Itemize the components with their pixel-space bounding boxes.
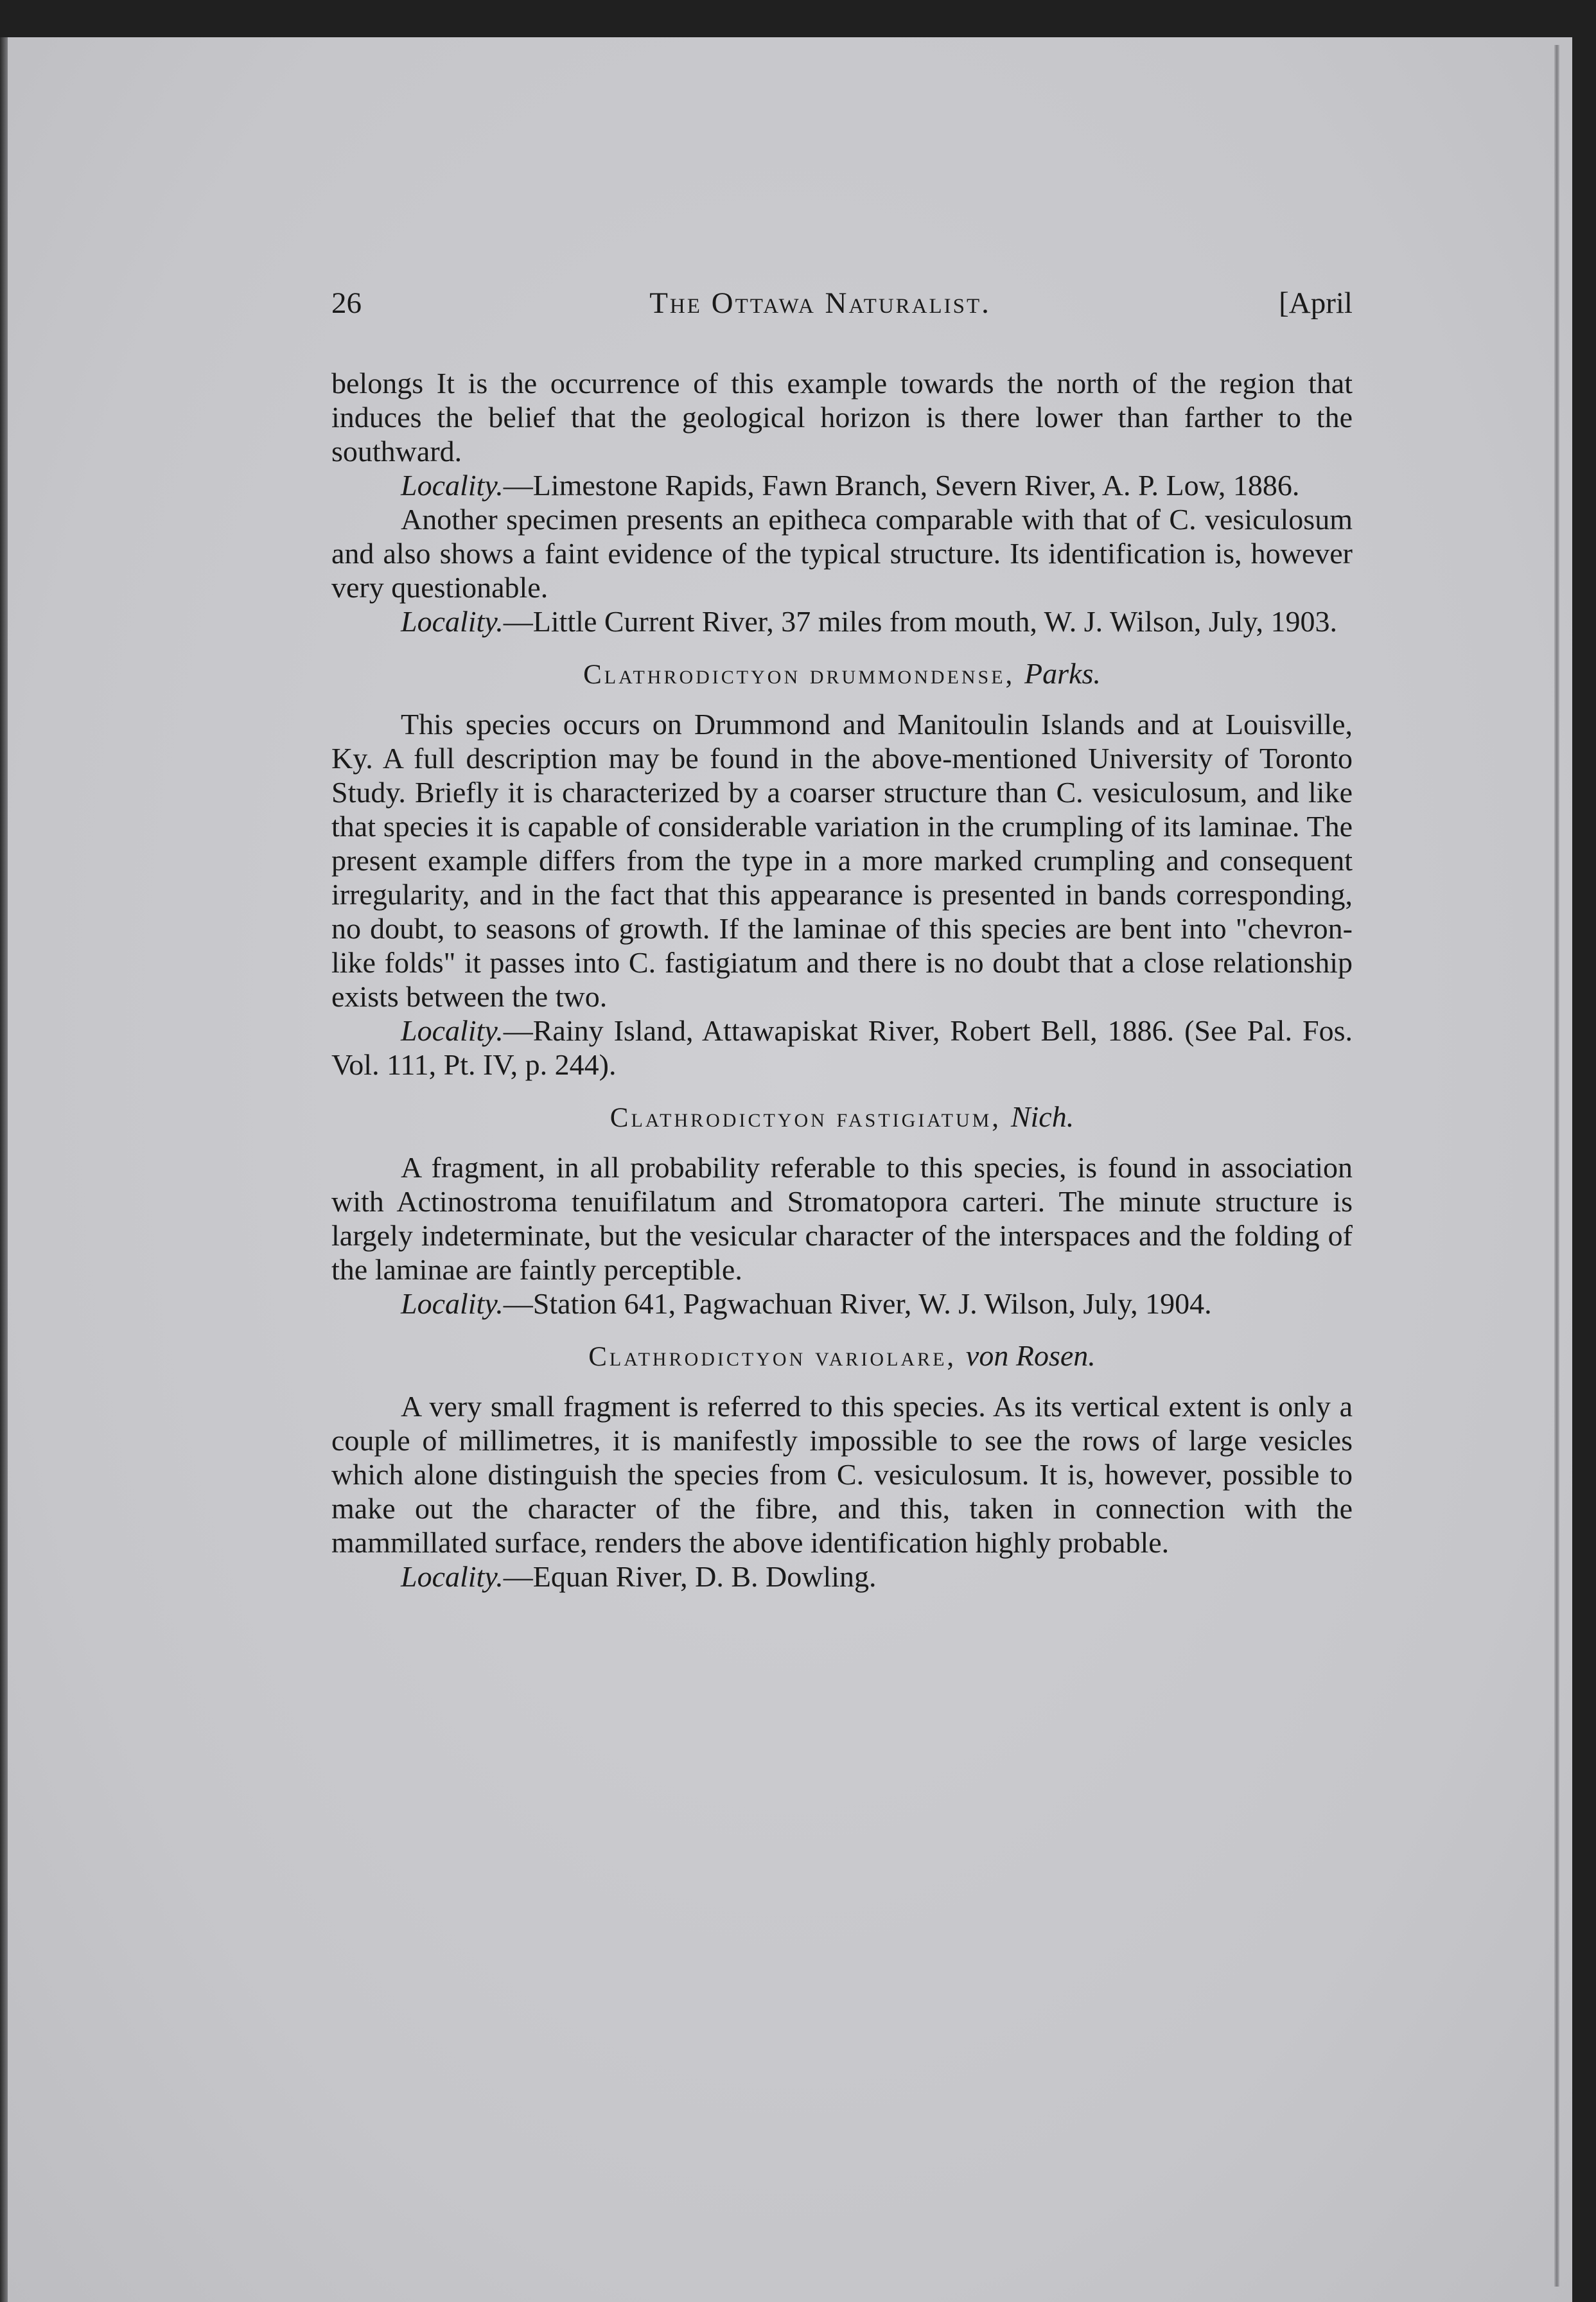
section-heading-fastigiatum (331, 1100, 1353, 1135)
paragraph-intro: belongs It is the occurrence of this example towards the north of the region that induces the belief that the geological horizon is there lower than farther to the southward. (331, 367, 1353, 468)
month-label: [April (1279, 286, 1353, 320)
locality-2 (331, 604, 1353, 638)
locality-text: —Limestone Rapids, Fawn Branch, Severn River, A. P. Low, 1886. (503, 469, 1300, 502)
locality-text: —Station 641, Pagwachuan River, W. J. Wilson, July, 1904. (503, 1287, 1212, 1320)
locality-label: Locality. (401, 1287, 504, 1320)
locality-drummondense (331, 1014, 1353, 1082)
page-text (331, 284, 1353, 1594)
paragraph-another-specimen: Another specimen presents an epitheca comparable with that of C. vesiculosum and also shows a faint evidence of the typical structure. Its identification is, however very questionable. (331, 503, 1353, 604)
section-heading-variolare (331, 1339, 1353, 1374)
locality-text: —Rainy Island, Attawapiskat River, Robert Bell, 1886. (See Pal. Fos. Vol. 111, Pt. IV, p. 244). (331, 1014, 1353, 1081)
locality-text: —Equan River, D. B. Dowling. (503, 1560, 877, 1593)
species-name: Clathrodictyon variolare, (588, 1342, 957, 1372)
locality-label: Locality. (401, 1560, 504, 1593)
section-body-drummondense: This species occurs on Drummond and Manitoulin Islands and at Louisville, Ky. A full description may be found in the above-mentioned University of Toronto Study. Briefly it is characterized by a coarser structure than C. vesiculosum, and like that species it is capable of considerable variation in the crumpling of its laminae. The present example differs from the type in a more marked crumpling and consequent irregularity, and in the fact that this appearance is presented in bands corresponding, no doubt, to seasons of growth. If the laminae of this species are bent into "chevron-like folds" it passes into C. fastigiatum and there is no doubt that a close relationship exists between the two. (331, 708, 1353, 1013)
section-body-fastigiatum: A fragment, in all probability referable to this species, is found in association with Actinostroma tenuifilatum and Stromatopora carteri. The minute structure is largely indeterminate, but the vesicular character of the interspaces and the folding of the laminae are faintly perceptible. (331, 1151, 1353, 1286)
species-author: Nich. (1010, 1100, 1074, 1133)
locality-1 (331, 468, 1353, 502)
locality-text: —Little Current River, 37 miles from mouth, W. J. Wilson, July, 1903. (503, 605, 1338, 638)
section-body-variolare: A very small fragment is referred to this species. As its vertical extent is only a couple of millimetres, it is manifestly impossible to see the rows of large vesicles which alone distinguish the species from C. vesiculosum. It is, however, possible to make out the character of the fibre, and this, taken in connection with the mammillated surface, renders the above identification highly probable. (331, 1390, 1353, 1559)
running-header (331, 284, 1353, 322)
species-author: Parks. (1024, 657, 1101, 690)
species-name: Clathrodictyon fastigiatum, (609, 1103, 1002, 1133)
section-heading-drummondense (331, 656, 1353, 692)
locality-label: Locality. (401, 469, 504, 502)
species-name: Clathrodictyon drummondense, (583, 660, 1015, 690)
locality-fastigiatum (331, 1287, 1353, 1321)
locality-variolare (331, 1560, 1353, 1594)
page-right-edge (1554, 45, 1559, 2287)
page-number: 26 (331, 286, 362, 320)
locality-label: Locality. (401, 1014, 504, 1047)
species-author: von Rosen. (965, 1339, 1096, 1372)
journal-title: The Ottawa Naturalist. (649, 286, 991, 320)
locality-label: Locality. (401, 605, 504, 638)
